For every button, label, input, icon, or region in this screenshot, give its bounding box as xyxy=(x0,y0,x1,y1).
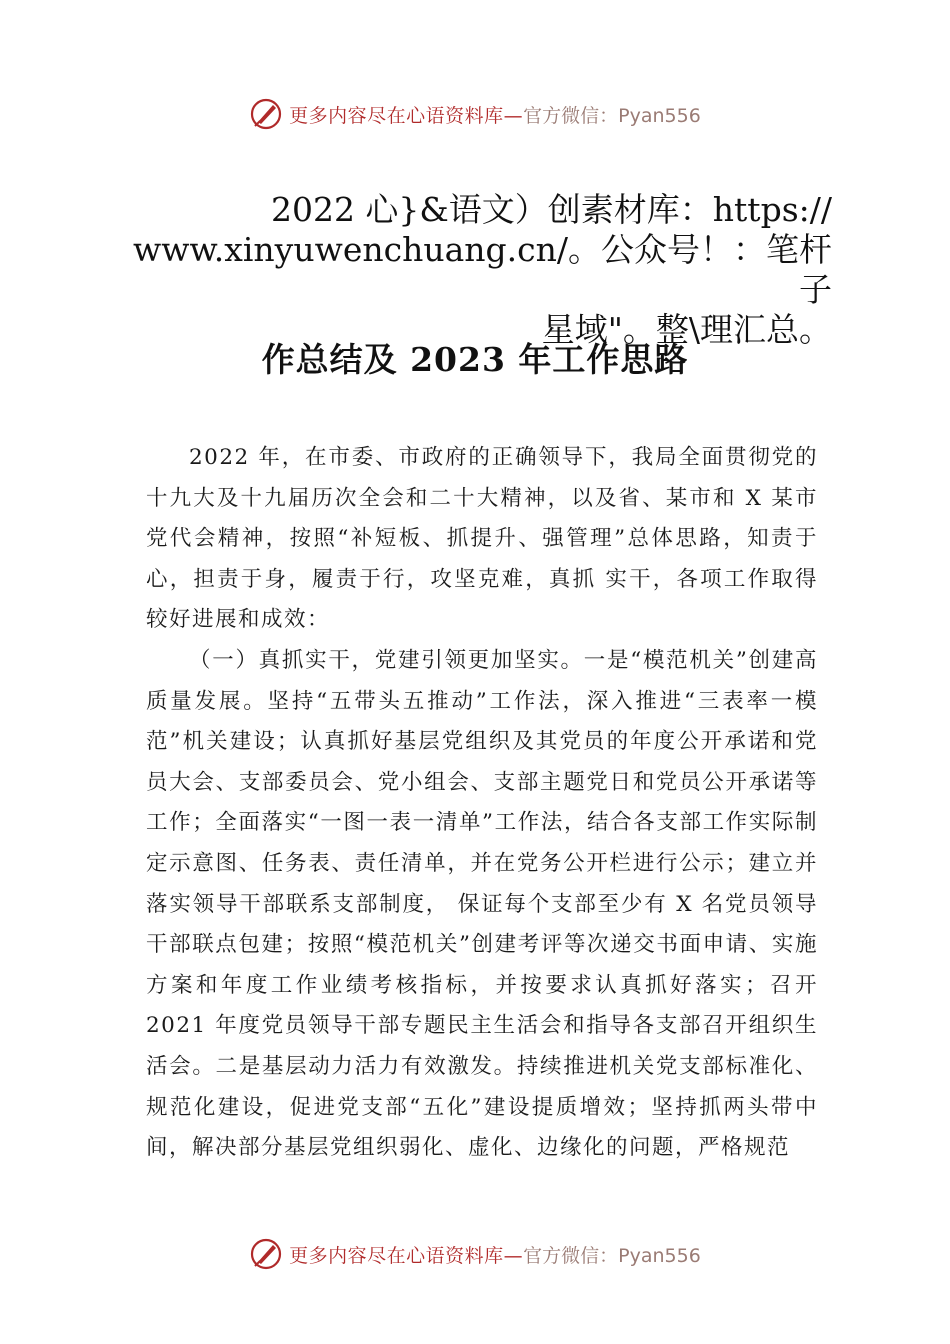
source-header-line-1: 2022 心}&语文）创素材库：https:// xyxy=(270,190,832,229)
source-header-line-2: www.xinyuwenchuang.cn/。公众号！：笔杆子 xyxy=(132,230,832,309)
document-title: 作总结及 2023 年工作思路 xyxy=(261,340,689,379)
source-header xyxy=(132,190,832,350)
watermark-wechat: 官方微信：Pyan556 xyxy=(523,1244,701,1267)
watermark-wechat: 官方微信：Pyan556 xyxy=(523,104,701,127)
quill-pen-icon xyxy=(249,1237,283,1271)
watermark-banner-top xyxy=(0,94,950,134)
watermark-banner-bottom xyxy=(0,1234,950,1274)
quill-pen-icon xyxy=(249,97,283,131)
body-paragraph-2: （一）真抓实干，党建引领更加坚实。一是“模范机关”创建高质量发展。坚持“五带头五推动”工作法，深入推进“三表率一模范”机关建设；认真抓好基层党组织及其党员的年度公开承诺和党员大会、支部委员会、党小组会、支部主题党日和党员公开承诺等工作；全面落实“一图一表一清单”工作法，结合各支部工作实际制定示意图、任务表、责任清单，并在党务公开栏进行公示；建立并落实领导干部联系支部制度， 保证每个支部至少有 X 名党员领导干部联点包建；按照“模范机关”创建考评等次递交书面申请、实施方案和年度工作业绩考核指标，并按要求认真抓好落实；召开 2021 年度党员领导干部专题民主生活会和指导各支部召开组织生活会。二是基层动力活力有效激发。持续推进机关党支部标准化、规范化建设，促进党支部“五化”建设提质增效；坚持抓两头带中间，解决部分基层党组织弱化、虚化、边缘化的问题，严格规范 xyxy=(146,647,818,1161)
source-header-line-3: 星域"。整\理汇总。 xyxy=(541,310,832,349)
document-body xyxy=(146,438,818,1169)
body-paragraph-1: 2022 年，在市委、市政府的正确领导下，我局全面贯彻党的十九大及十九届历次全会和二十大精神，以及省、某市和 X 某市党代会精神，按照“补短板、抓提升、强管理”总体思路，知责于心，担责于身，履责于行，攻坚克难，真抓 实干，各项工作取得较好进展和成效： xyxy=(146,445,818,633)
watermark-text: 更多内容尽在心语资料库— xyxy=(289,1244,524,1267)
watermark-text: 更多内容尽在心语资料库— xyxy=(289,104,524,127)
